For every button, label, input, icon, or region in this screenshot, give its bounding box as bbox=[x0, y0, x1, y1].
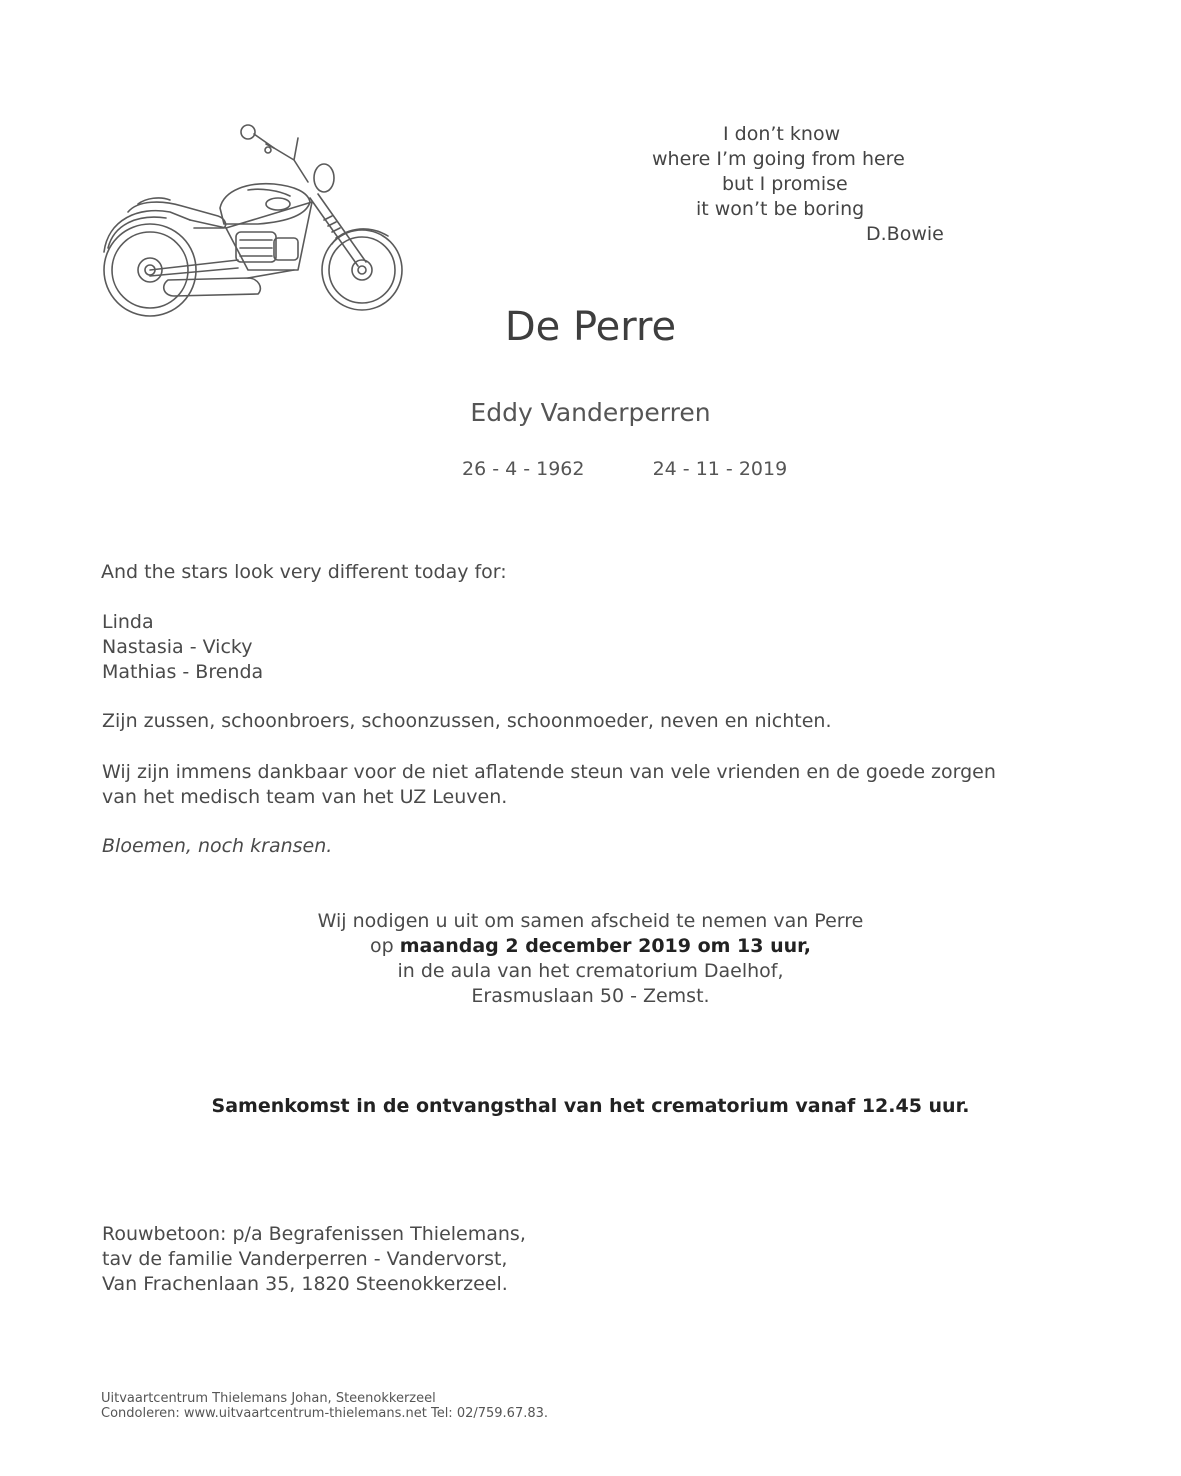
invitation-block bbox=[0, 909, 1181, 1009]
deceased-name: Eddy Vanderperren bbox=[470, 398, 711, 427]
flowers-note: Bloemen, noch kransen. bbox=[102, 835, 333, 857]
family-list bbox=[102, 610, 263, 685]
ceremony-datetime: maandag 2 december 2019 om 13 uur, bbox=[399, 935, 811, 957]
footer bbox=[101, 1391, 548, 1421]
thanks-line: van het medisch team van het UZ Leuven. bbox=[102, 786, 508, 808]
motorcycle-icon bbox=[98, 120, 408, 320]
family-member: Nastasia - Vicky bbox=[102, 636, 253, 658]
quote-line: where I’m going from here bbox=[652, 148, 905, 170]
address-line: tav de familie Vanderperren - Vandervorst, bbox=[102, 1248, 508, 1270]
quote-line: I don’t know bbox=[723, 123, 841, 145]
invitation-line: in de aula van het crematorium Daelhof, bbox=[397, 960, 784, 982]
family-member: Mathias - Brenda bbox=[102, 661, 264, 683]
footer-line: Uitvaartcentrum Thielemans Johan, Steenokkerzeel bbox=[101, 1391, 436, 1406]
condolence-address bbox=[102, 1222, 526, 1297]
thanks-paragraph bbox=[102, 760, 996, 810]
invitation-prefix: op bbox=[370, 935, 400, 957]
siblings-line: Zijn zussen, schoonbroers, schoonzussen, schoonmoeder, neven en nichten. bbox=[102, 710, 832, 732]
footer-line: Condoleren: www.uitvaartcentrum-thielemans.net Tel: 02/759.67.83. bbox=[101, 1406, 549, 1421]
gathering-note: Samenkomst in de ontvangsthal van het crematorium vanaf 12.45 uur. bbox=[211, 1095, 970, 1117]
quote-line: but I promise bbox=[722, 173, 848, 195]
address-line: Van Frachenlaan 35, 1820 Steenokkerzeel. bbox=[102, 1273, 508, 1295]
invitation-date-line bbox=[0, 934, 1181, 959]
birth-date: 26 - 4 - 1962 bbox=[462, 458, 585, 480]
address-line: Rouwbetoon: p/a Begrafenissen Thielemans, bbox=[102, 1223, 526, 1245]
thanks-line: Wij zijn immens dankbaar voor de niet aflatende steun van vele vrienden en de goede zorgen bbox=[102, 761, 996, 783]
quote-author: D.Bowie bbox=[866, 223, 944, 245]
invitation-line: Erasmuslaan 50 - Zemst. bbox=[471, 985, 710, 1007]
family-member: Linda bbox=[102, 611, 154, 633]
life-dates bbox=[462, 458, 787, 480]
page-title: De Perre bbox=[504, 304, 677, 350]
stars-line: And the stars look very different today for: bbox=[101, 561, 507, 583]
death-date: 24 - 11 - 2019 bbox=[652, 458, 788, 480]
invitation-line: Wij nodigen u uit om samen afscheid te nemen van Perre bbox=[317, 910, 864, 932]
quote-line: it won’t be boring bbox=[696, 198, 865, 220]
quote-block bbox=[600, 122, 980, 247]
